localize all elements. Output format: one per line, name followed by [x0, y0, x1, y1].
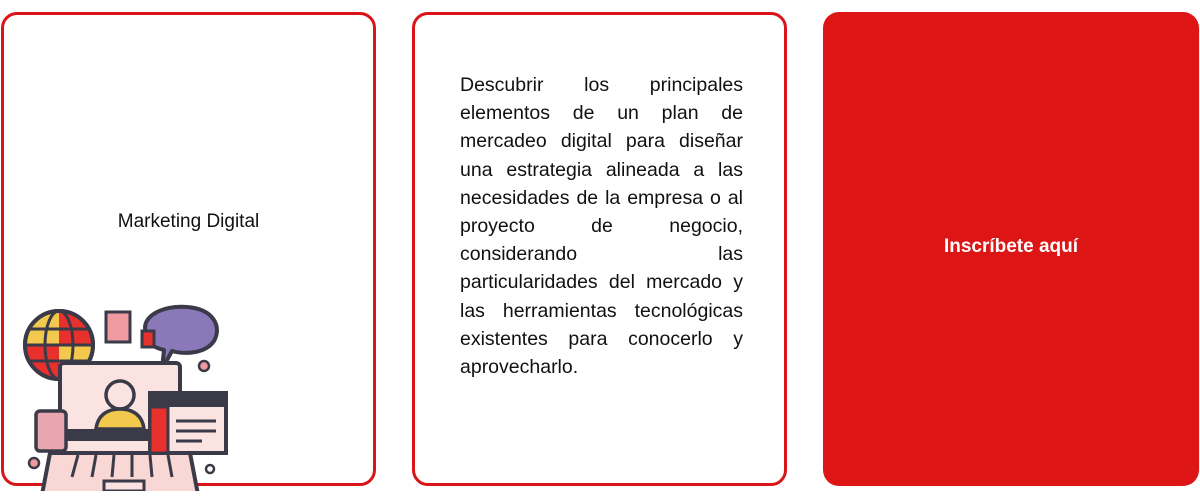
digital-marketing-laptop-illustration-icon: [22, 295, 232, 491]
dot-icon: [206, 465, 214, 473]
course-description: Descubrir los principales elementos de un plan de mercadeo digital para diseñar una estrategia alineada a las necesidades de la empresa o al proyecto de negocio, considerando las particularidades del mercado y las herramientas tecnológicas existentes para conocerlo y aprovecharlo.: [460, 74, 743, 379]
description-card: [412, 12, 787, 486]
enroll-button[interactable]: [823, 12, 1199, 486]
course-title: Marketing Digital: [117, 211, 260, 232]
dot-icon: [199, 361, 209, 371]
speech-bubble-icon: [142, 307, 217, 369]
sticky-note-icon: [106, 312, 130, 342]
course-card: [1, 12, 376, 486]
enroll-button-label: Inscríbete aquí: [943, 236, 1079, 257]
browser-window-icon: [150, 393, 226, 453]
dot-icon: [29, 458, 39, 468]
side-panel-icon: [36, 411, 66, 451]
